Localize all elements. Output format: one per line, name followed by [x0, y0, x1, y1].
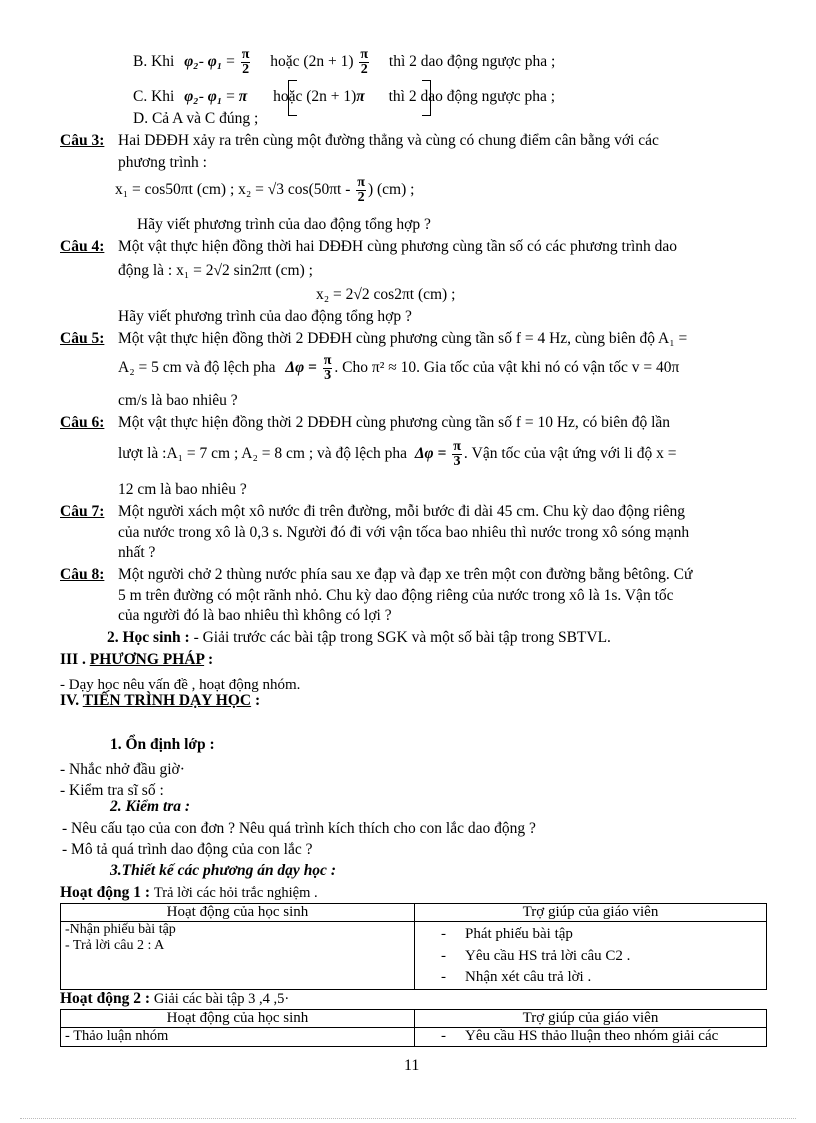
question-4-text: Một vật thực hiện đồng thời hai DĐĐH cùng phương cùng tần số có các phương trình dao — [118, 238, 678, 255]
fraction-pi-over-2: $\frac{\pi}{2}$ — [241, 47, 250, 77]
phi1-symbol: φ₁ — [207, 53, 223, 71]
option-c-tail: thì 2 dao động ngược pha ; — [388, 88, 556, 105]
activity-2-table — [60, 1009, 767, 1047]
question-6-text: Một vật thực hiện đồng thời 2 DĐĐH cùng phương cùng tần số f = 10 Hz, có biên độ lần — [118, 414, 671, 431]
class-stabilize-title: 1. Ổn định lớp : — [110, 736, 215, 753]
question-5-text — [118, 354, 679, 383]
minus-sign: - — [198, 53, 204, 71]
colon: : — [204, 651, 214, 668]
student-preparation — [107, 629, 611, 646]
question-3-text: phương trình : — [118, 154, 207, 171]
fraction-pi-over-2: $\frac{\pi}{2}$ — [357, 175, 365, 205]
equation-part: x₁ = cos50πt (cm) ; x₂ = √3 cos(50πt - — [115, 181, 351, 199]
equals-sign: = — [226, 88, 235, 105]
list-item: - Trả lời câu 2 : A — [65, 938, 165, 954]
delta-phi-symbol: Δφ = — [285, 359, 317, 377]
question-4-text: Hãy viết phương trình của dao động tổng hợp ? — [118, 308, 412, 325]
teacher-support-cell — [415, 922, 767, 990]
activity-1-table — [60, 903, 767, 990]
student-activity-cell — [61, 922, 415, 990]
column-header-teacher: Trợ giúp của giáo viên — [415, 904, 767, 922]
list-item: -Nhận phiếu bài tập — [65, 922, 176, 938]
question-5-text: Một vật thực hiện đồng thời 2 DĐĐH cùng phương cùng tần số f = 4 Hz, cùng biên độ A₁ = — [118, 330, 688, 347]
question-5-label: Câu 5: — [60, 330, 105, 347]
phi2-symbol: φ₂ — [184, 88, 199, 105]
question-8-text: Một người chở 2 thùng nước phía sau xe đạp và đạp xe trên một con đường bằng bêtông. Cứ — [118, 566, 693, 583]
option-d: D. Cả A và C đúng ; — [133, 110, 259, 127]
equation-part: ) (cm) ; — [367, 181, 415, 199]
question-8-label: Câu 8: — [60, 566, 105, 583]
section-title: TIẾN TRÌNH DẠY HỌC — [82, 692, 252, 709]
table-row — [61, 922, 767, 990]
check-item: - Nêu cấu tạo của con đơn ? Nêu quá trình kích thích cho con lắc dao động ? — [62, 820, 536, 837]
method-item: - Dạy học nêu vấn đề , hoạt động nhóm. — [60, 677, 301, 693]
fraction-pi-over-2: $\frac{\pi}{2}$ — [360, 47, 369, 77]
question-8-text: của người đó là bao nhiêu thì không có lợi ? — [118, 607, 392, 624]
option-b-tail: thì 2 dao động ngược pha ; — [388, 53, 556, 71]
section-3-heading — [60, 651, 213, 668]
left-bracket-line — [288, 80, 297, 116]
list-item: - Phát phiếu bài tập — [441, 926, 573, 943]
table-row — [61, 1028, 767, 1046]
list-item: - Thảo luận nhóm — [65, 1028, 169, 1045]
class-stabilize-item: - Kiểm tra sĩ số : — [60, 782, 164, 799]
pi-symbol: π — [238, 88, 248, 105]
equals-sign: = — [226, 53, 235, 71]
option-c-label: C. Khi — [133, 88, 175, 105]
question-7-label: Câu 7: — [60, 503, 105, 520]
activity-label: Hoạt động 1 : — [60, 884, 150, 901]
list-item: - Yêu cầu HS thảo lluận theo nhóm giải các — [441, 1028, 719, 1045]
question-6-text — [118, 440, 676, 469]
option-b-or-text: hoặc (2n + 1) — [270, 53, 354, 71]
question-8-text: 5 m trên đường có một rãnh nhỏ. Chu kỳ dao động riêng của nước trong xô là 1s. Vận tốc — [118, 587, 674, 604]
question-4-text: x₂ = 2√2 cos2πt (cm) ; — [316, 286, 456, 303]
option-c-or-text: hoặc (2n + 1) — [273, 88, 357, 105]
student-label: 2. Học sinh : — [107, 629, 190, 646]
question-6-text: 12 cm là bao nhiêu ? — [118, 481, 247, 498]
text-part: . Cho π² ≈ 10. Gia tốc của vật khi nó có vận tốc v = 40π — [334, 359, 680, 377]
column-header-student: Hoạt động của học sinh — [61, 904, 415, 922]
question-3-text: Hãy viết phương trình của dao động tổng hợp ? — [137, 216, 431, 233]
page-number: 11 — [404, 1057, 420, 1074]
activity-1-heading — [60, 884, 318, 902]
section-title: PHƯƠNG PHÁP — [89, 651, 205, 668]
option-b-label: B. Khi — [133, 53, 175, 71]
section-number: III . — [60, 651, 86, 668]
question-4-text: động là : x₁ = 2√2 sin2πt (cm) ; — [118, 262, 313, 279]
question-6-label: Câu 6: — [60, 414, 105, 431]
pi-symbol: π — [356, 88, 365, 105]
question-5-text: cm/s là bao nhiêu ? — [118, 392, 238, 409]
text-part: . Vận tốc của vật ứng với li độ x = — [463, 445, 677, 463]
delta-phi-symbol: Δφ = — [414, 445, 447, 463]
teacher-support-cell — [415, 1028, 767, 1046]
question-3-equation — [115, 176, 414, 205]
section-4-heading — [60, 692, 260, 709]
question-4-label: Câu 4: — [60, 238, 105, 255]
student-text: - Giải trước các bài tập trong SGK và một số bài tập trong SBTVL. — [189, 629, 611, 646]
section-number: IV. — [60, 692, 80, 709]
option-b — [133, 48, 555, 77]
column-header-student: Hoạt động của học sinh — [61, 1010, 415, 1028]
lesson-design-title: 3.Thiết kế các phương án dạy học : — [110, 862, 336, 879]
option-c — [133, 88, 555, 105]
table-header-row — [61, 1010, 767, 1028]
question-3-label: Câu 3: — [60, 132, 105, 149]
question-7-text: của nước trong xô là 0,3 s. Người đó đi với vận tốca bao nhiêu thì nước trong xô sóng mạnh — [118, 524, 690, 541]
question-7-text: Một người xách một xô nước đi trên đường, mỗi bước đi dài 45 cm. Chu kỳ dao động riêng — [118, 503, 686, 520]
class-stabilize-item: - Nhắc nhở đầu giờ· — [60, 761, 185, 778]
question-7-text: nhất ? — [118, 544, 156, 561]
activity-label: Hoạt động 2 : — [60, 990, 150, 1007]
fraction-pi-over-3: $\frac{\pi}{3}$ — [323, 353, 332, 383]
text-part: A₂ = 5 cm và độ lệch pha — [118, 359, 276, 377]
student-activity-cell — [61, 1028, 415, 1046]
minus-sign: - — [198, 88, 204, 105]
page-divider — [20, 1118, 796, 1119]
list-item: - Nhận xét câu trả lời . — [441, 968, 592, 985]
activity-2-heading — [60, 990, 289, 1008]
list-item: - Yêu cầu HS trả lời câu C2 . — [441, 947, 631, 964]
check-item: - Mô tả quá trình dao động của con lắc ? — [62, 841, 313, 858]
right-bracket-line — [422, 80, 431, 116]
activity-description: Trả lời các hỏi trắc nghiệm . — [153, 885, 318, 901]
column-header-teacher: Trợ giúp của giáo viên — [415, 1010, 767, 1028]
activity-description: Giải các bài tập 3 ,4 ,5· — [153, 991, 290, 1007]
table-header-row — [61, 904, 767, 922]
question-3-text: Hai DĐĐH xảy ra trên cùng một đường thẳng và cùng có chung điểm cân bằng với các — [118, 132, 659, 149]
text-part: lượt là :A₁ = 7 cm ; A₂ = 8 cm ; và độ lệch pha — [118, 445, 407, 463]
check-title: 2. Kiểm tra : — [110, 798, 191, 815]
colon: : — [251, 692, 261, 709]
phi2-symbol: φ₂ — [184, 53, 199, 71]
phi1-symbol: φ₁ — [207, 88, 223, 105]
fraction-pi-over-3: $\frac{\pi}{3}$ — [453, 439, 461, 469]
